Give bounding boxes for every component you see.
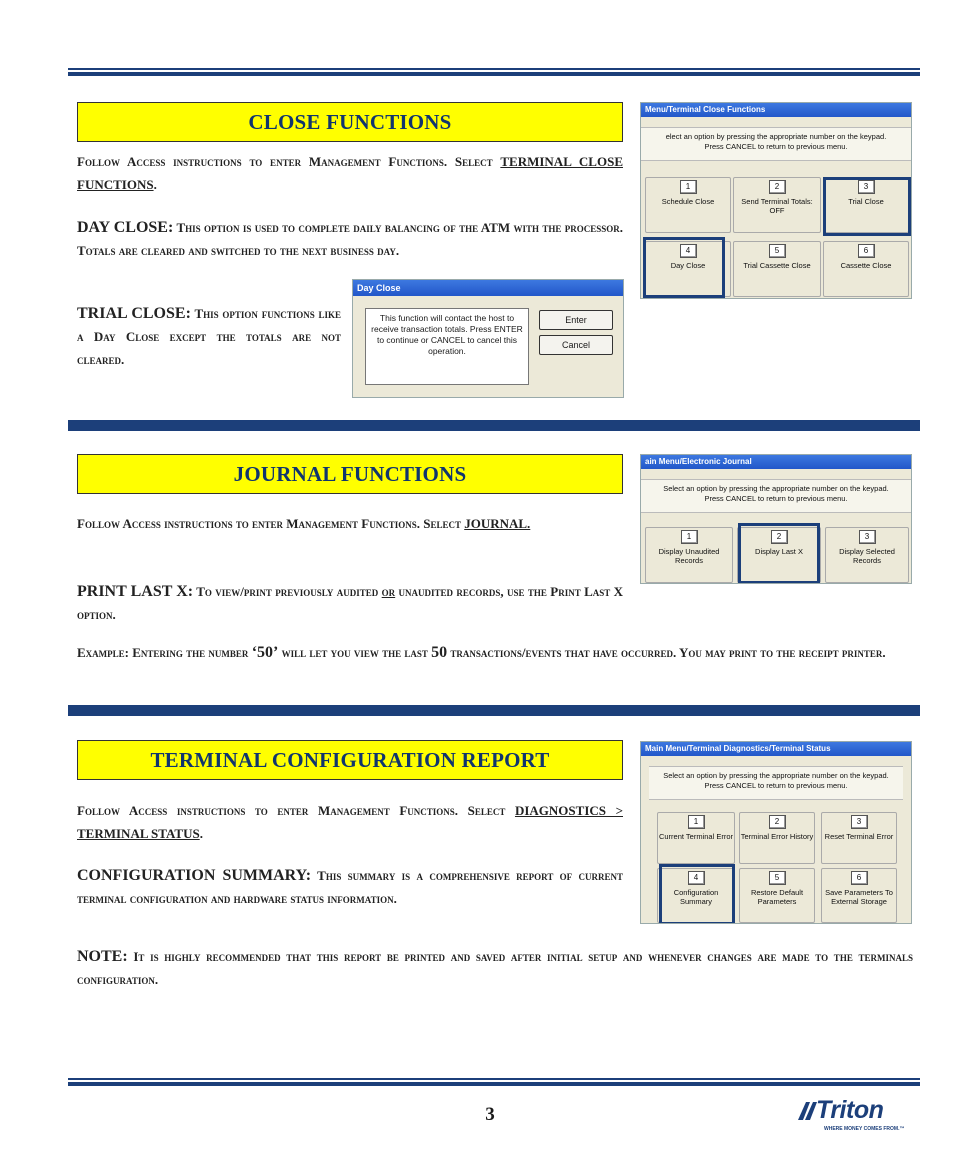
option-number: 2 (769, 815, 786, 829)
option-number: 4 (680, 244, 697, 258)
day-close-text: This option is used to complete daily balancing of the ATM with the processor. Totals are cleared and switched to the next business day. (77, 220, 624, 258)
close-functions-heading (77, 102, 623, 142)
message-line-1: Select an option by pressing the appropriate number on the keypad. (663, 771, 889, 780)
note-text: It is highly recommended that this report be printed and saved after initial setup and whenever changes are made to the terminals configuration. (77, 949, 913, 987)
configuration-summary-description (77, 864, 623, 910)
option-label: Configuration Summary (673, 888, 719, 906)
option-number: 4 (688, 871, 705, 885)
dialog-message-text: This function will contact the host to receive transaction totals. Press ENTER to continue or CANCEL to cancel this operation. (371, 313, 523, 356)
print-last-x-description (77, 580, 623, 626)
option-number: 2 (771, 530, 788, 544)
dialog-title: Day Close (353, 280, 623, 296)
window-title: Main Menu/Terminal Diagnostics/Terminal Status (641, 742, 911, 756)
config-intro (77, 799, 623, 845)
cancel-button[interactable]: Cancel (539, 335, 613, 355)
option-save-parameters[interactable] (821, 868, 897, 923)
message-line-1: Select an option by pressing the appropriate number on the keypad. (663, 484, 889, 493)
trial-close-description (77, 302, 341, 371)
triton-logo (796, 1096, 920, 1136)
message-line-2: Press CANCEL to return to previous menu. (704, 142, 848, 151)
section-divider-2 (68, 705, 920, 716)
day-close-description (77, 216, 623, 262)
trial-close-text: This option functions like a Day Close except the totals are not cleared. (77, 306, 341, 367)
option-label: Reset Terminal Error (824, 832, 894, 841)
example-number-2: 50 (431, 644, 448, 661)
journal-link: JOURNAL. (464, 516, 531, 531)
option-cassette-close[interactable] (823, 241, 909, 297)
intro-text: Follow Access instructions to enter Management Functions. Select (77, 803, 515, 818)
option-number: 1 (681, 530, 698, 544)
window-title: ain Menu/Electronic Journal (641, 455, 911, 469)
option-number: 1 (688, 815, 705, 829)
triton-swoosh-icon (796, 1098, 818, 1124)
example-text-mid: will let you view the last (278, 645, 432, 660)
enter-button[interactable]: Enter (539, 310, 613, 330)
option-label: Day Close (670, 261, 706, 270)
dialog-message (365, 308, 529, 385)
journal-functions-heading (77, 454, 623, 494)
option-label: Save Parameters To External Storage (825, 888, 893, 906)
window-message (649, 766, 903, 800)
option-label: Display Last X (755, 547, 803, 556)
option-current-terminal-error[interactable] (657, 812, 735, 864)
highlight-day-close (643, 237, 725, 298)
option-label: Send Terminal Totals: OFF (741, 197, 813, 215)
configuration-summary-label: CONFIGURATION SUMMARY: (77, 867, 312, 884)
day-close-dialog-screenshot (352, 279, 624, 398)
summary-text: This summary is a comprehensive report of current terminal configuration and hardware status information. (77, 868, 623, 906)
option-number: 3 (858, 180, 875, 194)
top-rule (68, 68, 920, 76)
option-number: 1 (680, 180, 697, 194)
example-description (77, 641, 913, 664)
option-terminal-error-history[interactable] (739, 812, 815, 864)
window-message (641, 479, 911, 513)
page-number: 3 (485, 1104, 495, 1125)
close-menu-screenshot (640, 102, 912, 299)
note-label: NOTE: (77, 948, 128, 965)
option-label: Trial Close (848, 197, 884, 206)
option-label: Terminal Error History (740, 832, 814, 841)
section-divider-1 (68, 420, 920, 431)
option-reset-terminal-error[interactable] (821, 812, 897, 864)
note-description (77, 945, 913, 991)
option-restore-default-parameters[interactable] (739, 868, 815, 923)
option-number: 6 (858, 244, 875, 258)
option-label: Restore Default Parameters (750, 888, 804, 906)
example-text: Example: Entering the number (77, 645, 252, 660)
option-label: Trial Cassette Close (743, 261, 811, 270)
message-line-2: Press CANCEL to return to previous menu. (704, 781, 848, 790)
highlight-trial-close (823, 177, 911, 236)
terminal-status-screenshot (640, 741, 912, 924)
trial-close-label: TRIAL CLOSE: (77, 305, 191, 322)
message-line-2: Press CANCEL to return to previous menu. (704, 494, 848, 503)
message-line-1: elect an option by pressing the appropriate number on the keypad. (665, 132, 887, 141)
option-trial-cassette-close[interactable] (733, 241, 821, 297)
intro-text: Follow Access instructions to enter Management Functions. Select (77, 516, 465, 531)
journal-intro (77, 512, 623, 535)
option-label: Schedule Close (661, 197, 715, 206)
heading-text: TERMINAL CONFIGURATION REPORT (150, 747, 550, 772)
intro-end: . (199, 826, 203, 841)
option-number: 6 (851, 871, 868, 885)
option-schedule-close[interactable] (645, 177, 731, 233)
window-message (641, 127, 911, 161)
highlight-display-last-x (738, 523, 820, 584)
heading-text: CLOSE FUNCTIONS (248, 109, 452, 134)
option-send-terminal-totals[interactable] (733, 177, 821, 233)
example-text-end: transactions/events that have occurred. You may print to the receipt printer. (447, 645, 886, 660)
option-number: 5 (769, 244, 786, 258)
option-number: 5 (769, 871, 786, 885)
option-display-selected[interactable] (825, 527, 909, 583)
logo-tagline: WHERE MONEY COMES FROM.™ (824, 1126, 905, 1132)
terminal-status-link: DIAGNOSTICS > TERMINAL STATUS (77, 803, 623, 841)
option-label: Display Selected Records (839, 547, 895, 565)
print-last-x-label: PRINT LAST X: (77, 583, 194, 600)
option-number: 2 (769, 180, 786, 194)
footer-rule (68, 1078, 920, 1086)
or-emphasis: or (381, 584, 396, 599)
option-number: 3 (851, 815, 868, 829)
day-close-label: DAY CLOSE: (77, 219, 174, 236)
config-report-heading (77, 740, 623, 780)
close-intro (77, 150, 623, 196)
intro-end: . (153, 177, 157, 192)
print-text-end: unaudited records, use the Print Last X option. (77, 584, 623, 622)
intro-text: Follow Access instructions to enter Management Functions. Select (77, 154, 501, 169)
window-title: Menu/Terminal Close Functions (641, 103, 911, 117)
option-label: Display Unaudited Records (658, 547, 720, 565)
print-text: To view/print previously audited (193, 584, 382, 599)
highlight-configuration-summary (659, 864, 735, 924)
journal-menu-screenshot (640, 454, 912, 584)
option-label: Cassette Close (840, 261, 892, 270)
heading-text: JOURNAL FUNCTIONS (233, 461, 467, 486)
option-number: 3 (859, 530, 876, 544)
option-display-unaudited[interactable] (645, 527, 733, 583)
terminal-close-link: TERMINAL CLOSE FUNCTIONS (77, 154, 623, 192)
example-number: ‘50’ (251, 644, 279, 661)
logo-wordmark: Triton (816, 1096, 884, 1124)
option-label: Current Terminal Error (658, 832, 734, 841)
